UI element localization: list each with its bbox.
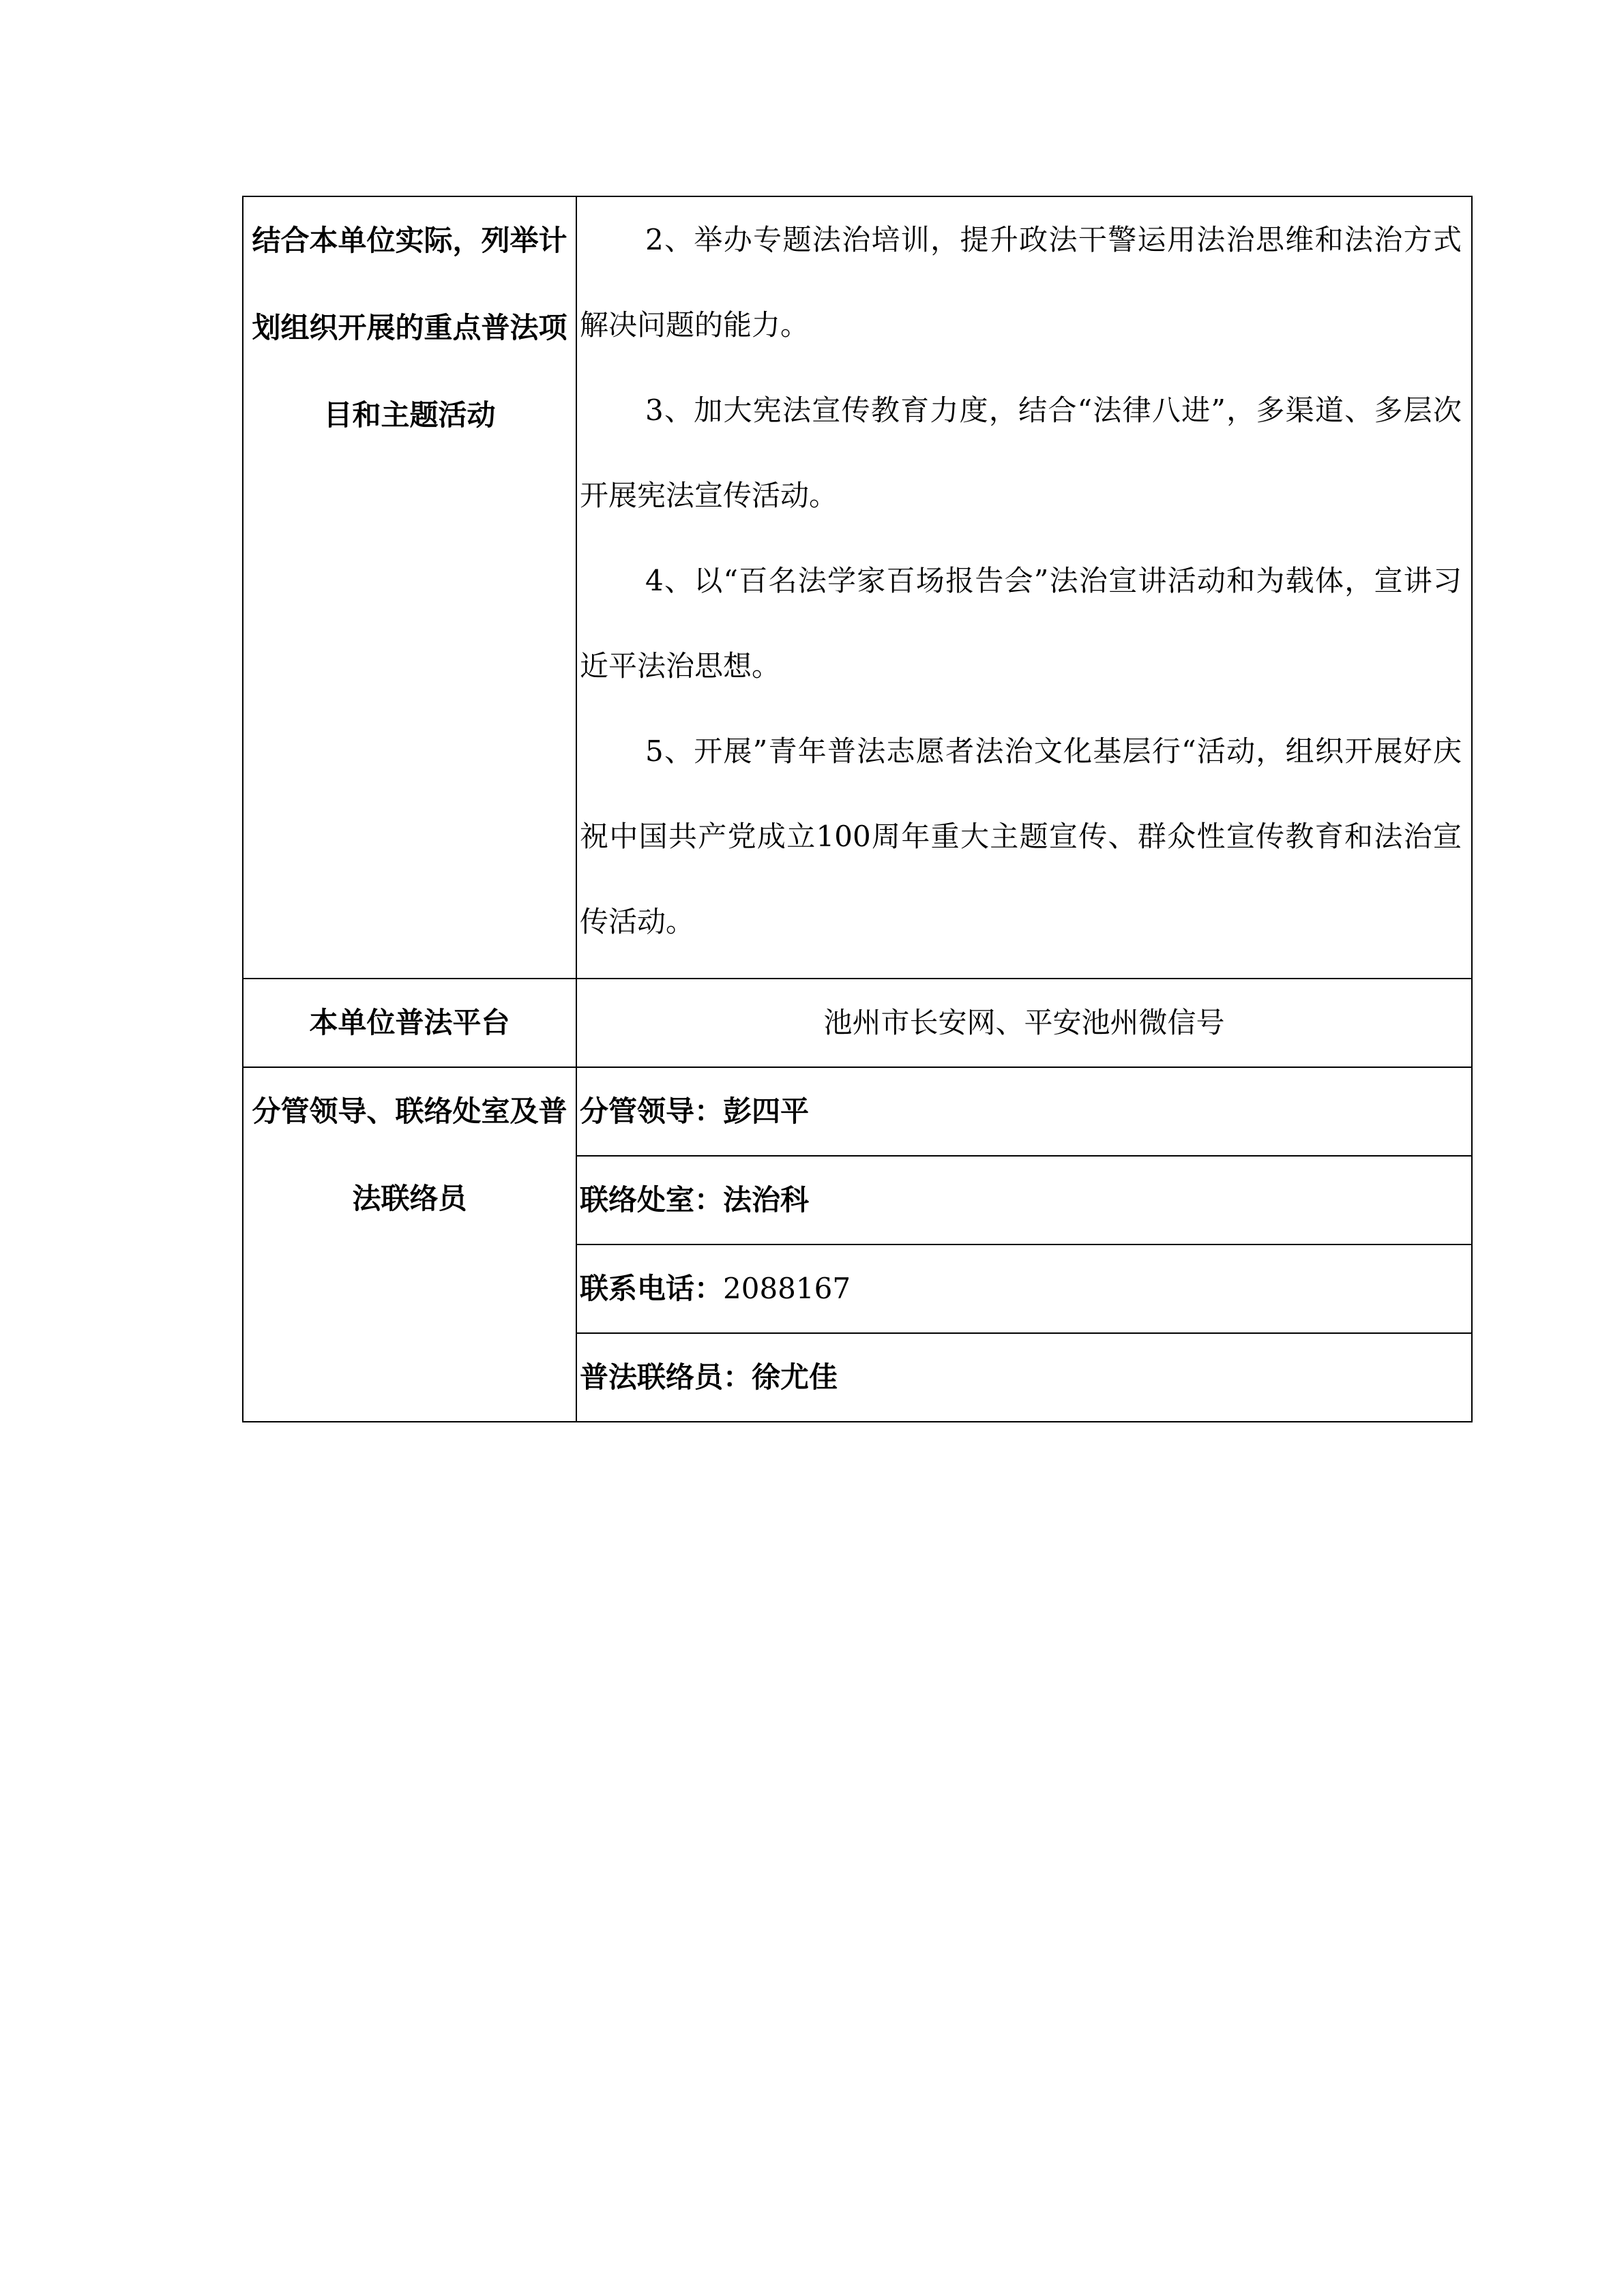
phone-line xyxy=(577,1245,1471,1332)
plan-content-cell xyxy=(576,196,1472,979)
table-row-plan xyxy=(243,196,1472,979)
plan-table xyxy=(242,196,1473,1422)
leader-cell xyxy=(576,1067,1472,1156)
leader-value: 彭四平 xyxy=(723,1094,810,1128)
liaison-label: 普法联络员： xyxy=(580,1360,752,1394)
liaison-cell xyxy=(576,1333,1472,1422)
plan-label-cell xyxy=(243,196,576,979)
table-row-platform xyxy=(243,979,1472,1067)
contact-label-cell xyxy=(243,1067,576,1422)
plan-label: 结合本单位实际，列举计划组织开展的重点普法项目和主题活动 xyxy=(252,224,567,432)
platform-label-cell xyxy=(243,979,576,1067)
office-cell xyxy=(576,1156,1472,1244)
office-label: 联络处室： xyxy=(580,1183,724,1217)
phone-label: 联系电话： xyxy=(580,1272,724,1305)
office-line xyxy=(577,1157,1471,1244)
phone-cell xyxy=(576,1244,1472,1333)
plan-item: 4、以“百名法学家百场报告会”法治宣讲活动和为载体，宣讲习近平法治思想。 xyxy=(580,564,1462,683)
office-value: 法治科 xyxy=(723,1183,810,1217)
liaison-value: 徐尤佳 xyxy=(752,1360,838,1394)
contact-label: 分管领导、联络处室及普法联络员 xyxy=(252,1094,567,1215)
platform-value: 池州市长安网、平安池州微信号 xyxy=(823,1006,1225,1039)
plan-item: 2、举办专题法治培训，提升政法干警运用法治思维和法治方式解决问题的能力。 xyxy=(580,223,1462,342)
table-row-contact-leader xyxy=(243,1067,1472,1156)
plan-items xyxy=(577,197,1471,978)
phone-value: 2088167 xyxy=(723,1272,851,1305)
leader-label: 分管领导： xyxy=(580,1094,724,1128)
plan-item: 3、加大宪法宣传教育力度，结合“法律八进”，多渠道、多层次开展宪法宣传活动。 xyxy=(580,393,1462,512)
platform-label: 本单位普法平台 xyxy=(309,1006,510,1039)
plan-item: 5、开展”青年普法志愿者法治文化基层行“活动，组织开展好庆祝中国共产党成立100周年重大主题宣传、群众性宣传教育和法治宣传活动。 xyxy=(580,734,1462,938)
platform-value-cell xyxy=(576,979,1472,1067)
liaison-line xyxy=(577,1334,1471,1421)
leader-line xyxy=(577,1068,1471,1155)
